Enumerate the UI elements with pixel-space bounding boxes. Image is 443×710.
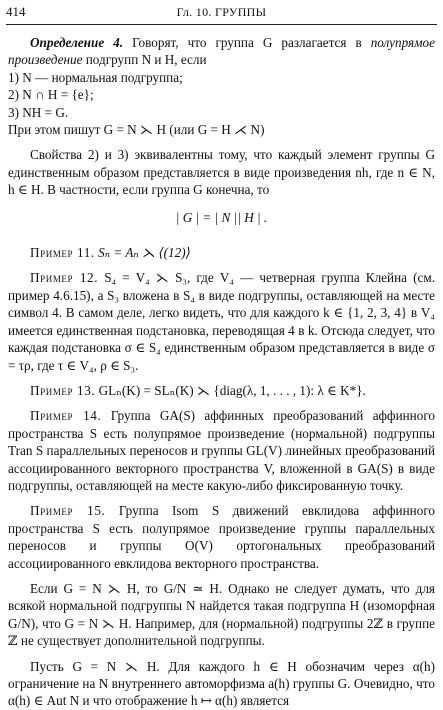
example-15-label: Пример 15. bbox=[30, 503, 106, 519]
definition-term: полупрямое произведение bbox=[8, 35, 435, 68]
example-11-label: Пример 11. bbox=[30, 245, 95, 261]
chapter-title: Гл. 10. ГРУППЫ bbox=[176, 5, 267, 19]
example-12-label: Пример 12. bbox=[30, 270, 99, 286]
example-13-text: GLₙ(K) = SLₙ(K) ⋋ {diag(λ, 1, . . . , 1): λ ∈ K*}. bbox=[98, 382, 366, 398]
definition-label: Определение 4. bbox=[30, 35, 124, 50]
notation-line: При этом пишут G = N ⋋ H (или G = H ⋌ N) bbox=[8, 122, 265, 138]
remark-paragraph: Если G = N ⋋ H, то G/N ≃ H. Однако не следует думать, что для всякой нормальной подгруппы N найдется такая подгруппа H (изоморфная G/N), что G = N ⋋ H. Например, для (нормальной) подгруппы 2ℤ в группе ℤ не существует дополнительной подгруппы. bbox=[8, 580, 435, 649]
example-15 bbox=[8, 502, 435, 572]
example-11-text: Sₙ = Aₙ ⋋ ⟨(12)⟩ bbox=[98, 245, 191, 261]
definition-paragraph bbox=[8, 34, 435, 69]
example-13 bbox=[8, 382, 435, 399]
definition-text-part-1: Говорят, что группа G разлагается в bbox=[132, 35, 371, 50]
definition-condition-2: 2) N ∩ H = {e}; bbox=[8, 87, 94, 103]
definition-text-part-2: подгрупп N и H, если bbox=[82, 52, 207, 68]
page-body bbox=[8, 34, 435, 710]
example-13-label: Пример 13. bbox=[30, 382, 96, 398]
properties-paragraph: Свойства 2) и 3) эквивалентны тому, что каждый элемент группы G единственным образом представляется в виде произведения nh, где n ∈ N, h ∈ H. В частности, если группа G конечна, то bbox=[8, 147, 435, 198]
example-12-text: S₄ = V₄ ⋋ S₃, где V₄ — четверная группа Клейна (см. пример 4.6.15), а S₃ вложена в S₄ в виде подгруппы, оставляющей на месте символ 4. В самом деле, легко видеть, что для каждого k ∈ {1, 2, 3, 4} в V₄ имеется единственная подстановка, переводящая 4 в k. Отсюда следует, что каждая подстановка σ ∈ S₄ единственным образом представляется в виде σ = τρ, где τ ∈ V₄, ρ ∈ S₃. bbox=[8, 270, 435, 373]
last-paragraph: Пусть G = N ⋋ H. Для каждого h ∈ H обозначим через α(h) ограничение на N внутреннего автоморфизма a(h) группы G. Очевидно, что α(h) ∈ Aut N и что отображение h ↦ α(h) является bbox=[8, 658, 435, 709]
example-12 bbox=[8, 269, 435, 373]
page-number: 414 bbox=[6, 4, 26, 19]
example-14 bbox=[8, 407, 435, 494]
example-15-text: Группа Isom S движений евклидова аффинного пространства S есть полупрямое произведение группы параллельных переносов и группы O(V) ортогональных преобразований ассоциированного евклидова векторного пространства. bbox=[8, 503, 435, 571]
definition-condition-1: 1) N — нормальная подгруппа; bbox=[8, 69, 183, 85]
example-14-label: Пример 14. bbox=[30, 408, 102, 424]
order-formula: | G | = | N || H | . bbox=[175, 209, 268, 225]
example-11 bbox=[8, 244, 435, 261]
definition-condition-3: 3) NH = G. bbox=[8, 104, 69, 120]
running-head bbox=[6, 2, 437, 25]
example-14-text: Группа GA(S) аффинных преобразований аффинного пространства S есть полупрямое произведение (нормальной) подгруппы Tran S параллельных переносов и группы GL(V) линейных преобразований ассоциированного векторного пространства V, вложенной в GA(S) в виде подгруппы, оставляющей на месте какую-либо фиксированную точку. bbox=[8, 408, 436, 493]
